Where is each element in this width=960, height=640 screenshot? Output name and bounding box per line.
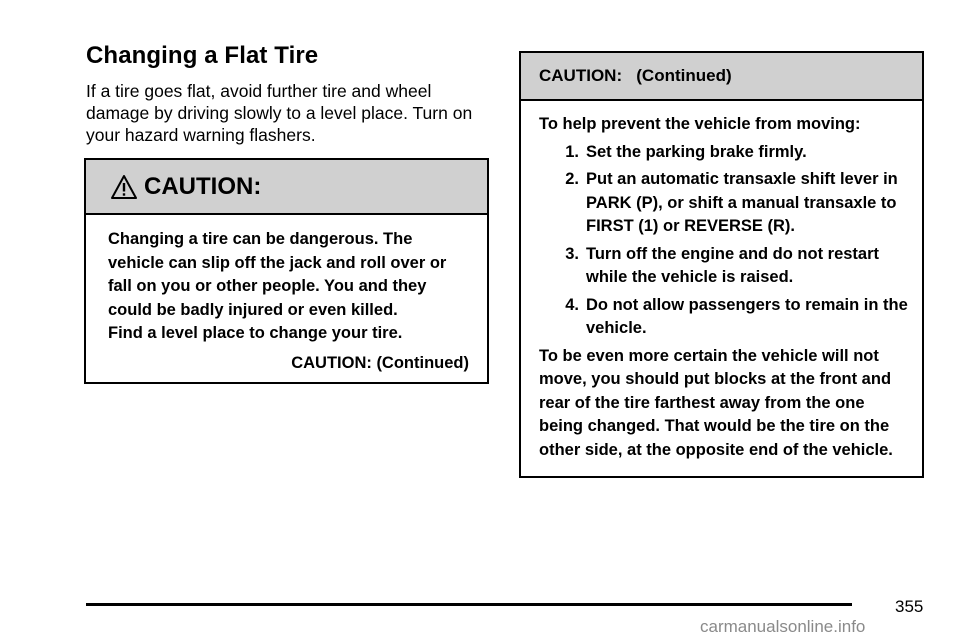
caution-steps-list [539,141,908,341]
list-item [539,243,908,290]
caution-continued-label: CAUTION: (Continued) [291,353,469,372]
list-item [539,168,908,239]
caution-closing-paragraph: To be even more certain the vehicle will not move, you should put blocks at the front and rear of the tire farthest away from the one being changed. That would be the tire on the other side, at the opposite end of the vehicle. [539,346,893,459]
step-text: Do not allow passengers to remain in the vehicle. [586,295,908,337]
warning-triangle-icon [110,173,138,201]
step-text: Set the parking brake firmly. [586,142,807,161]
caution-continued-header [521,53,922,101]
watermark: carmanualsonline.info [700,617,866,636]
step-number: 4. [565,295,579,314]
step-text: Turn off the engine and do not restart while the vehicle is raised. [586,244,880,286]
caution-header [86,160,487,215]
step-number: 3. [565,244,579,263]
intro-paragraph: If a tire goes flat, avoid further tire and wheel damage by driving slowly to a level place. Turn on your hazard warning flashers. [86,81,473,145]
caution-line: Find a level place to change your tire. [108,324,403,342]
caution-title: CAUTION: [144,172,262,200]
step-number: 1. [565,142,579,161]
caution-box [84,158,489,384]
caution-continued-box [519,51,924,478]
section-heading: Changing a Flat Tire [86,42,319,69]
caution-lead: To help prevent the vehicle from moving: [539,115,861,133]
step-number: 2. [565,170,579,188]
caution-line: Changing a tire can be dangerous. The [108,230,413,248]
caution-continued-title: CAUTION: (Continued) [539,66,732,85]
page-number: 355 [895,597,924,616]
caution-line: could be badly injured or even killed. [108,300,398,319]
caution-continued-body [521,101,922,462]
list-item [539,294,908,341]
caution-body [86,215,487,375]
step-text: Put an automatic transaxle shift lever in PARK (P), or shift a manual transaxle to FIRST (1) or REVERSE (R). [586,170,898,235]
footer-rule [86,603,852,606]
caution-line: fall on you or other people. You and they [108,277,427,295]
list-item [539,141,908,165]
caution-line: vehicle can slip off the jack and roll over or [108,253,447,272]
